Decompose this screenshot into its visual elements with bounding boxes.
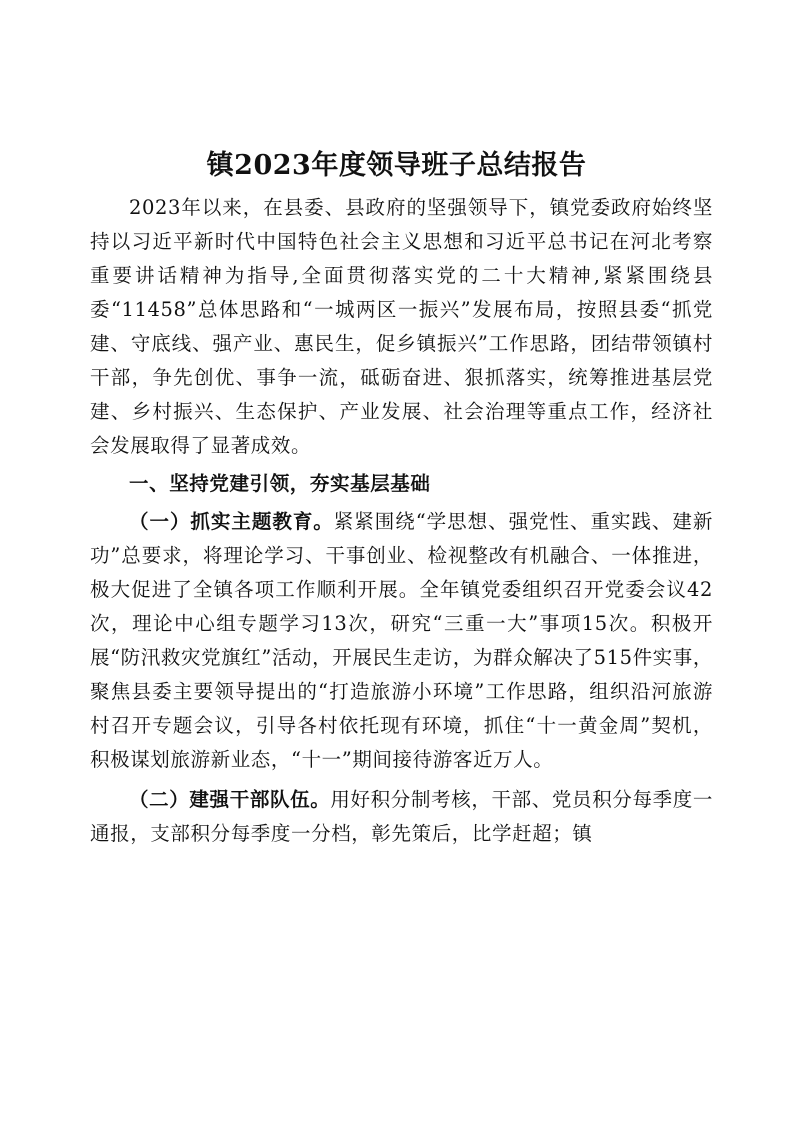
document-title: 镇2023年度领导班子总结报告 [206,150,587,181]
document-body [90,191,713,851]
item-2-lead: （二）建强干部队伍。 [129,788,331,811]
section-heading-1: 一、坚持党建引领，夯实基层基础 [129,472,431,495]
intro-paragraph: 2023年以来，在县委、县政府的坚强领导下，镇党委政府始终坚持以习近平新时代中国特色社会主义思想和习近平总书记在河北考察重要讲话精神为指导,全面贯彻落实党的二十大精神,紧紧围绕县委“11458”总体思路和“一城两区一振兴”发展布局，按照县委“抓党建、守底线、强产业、惠民生，促乡镇振兴”工作思路，团结带领镇村干部，争先创优、事争一流，砥砺奋进、狠抓落实，统筹推进基层党建、乡村振兴、生态保护、产业发展、社会治理等重点工作，经济社会发展取得了显著成效。 [90,196,713,457]
item-2-text: 用好积分制考核，干部、党员积分每季度一通报，支部积分每季度一分档，彰先策后，比学赶超；镇 [90,788,713,845]
item-1-text: 紧紧围绕“学思想、强党性、重实践、建新功”总要求，将理论学习、干事创业、检视整改有机融合、一体推进，极大促进了全镇各项工作顺利开展。全年镇党委组织召开党委会议42次，理论中心组专题学习13次，研究“三重一大”事项15次。积极开展“防汛救灾党旗红”活动，开展民生走访，为群众解决了515件实事，聚焦县委主要领导提出的“打造旅游小环境”工作思路，组织沿河旅游村召开专题会议，引导各村依托现有环境，抓住“十一黄金周”契机，积极谋划旅游新业态，“十一”期间接待游客近万人。 [90,510,713,771]
item-1-lead: （一）抓实主题教育。 [129,510,334,533]
item-1-paragraph [90,505,713,777]
item-2-paragraph [90,783,713,851]
